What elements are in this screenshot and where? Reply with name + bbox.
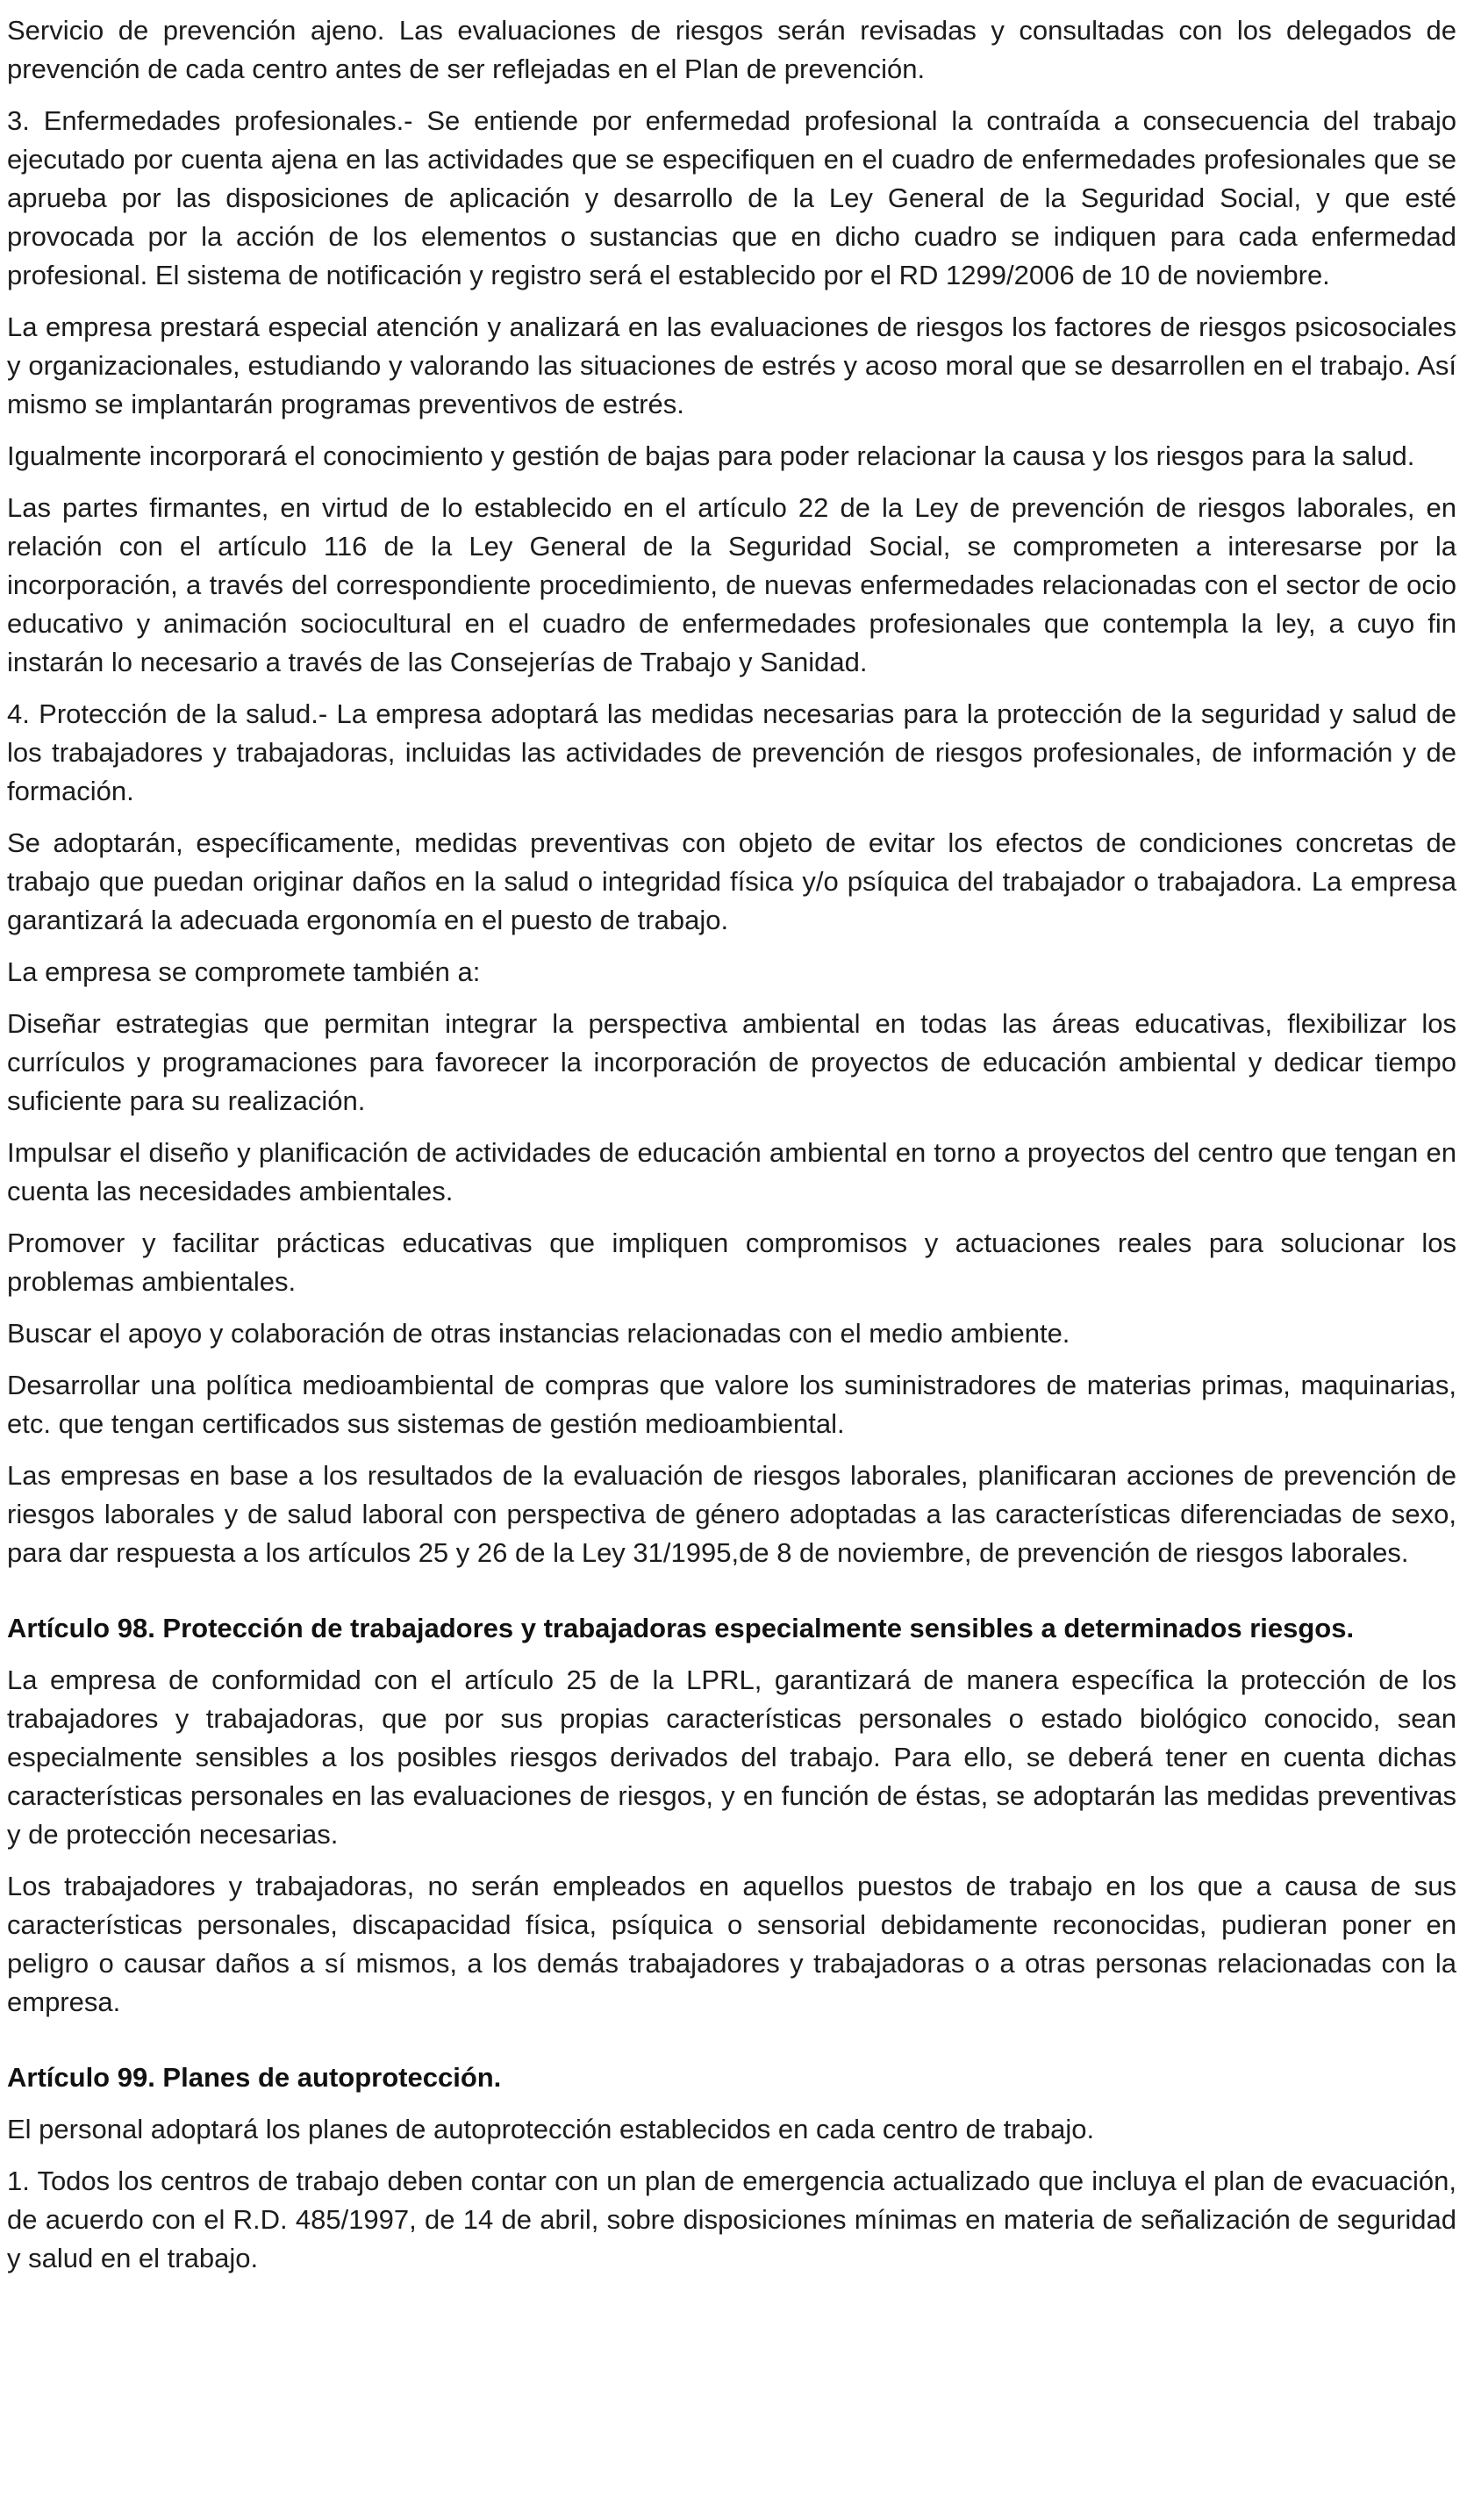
paragraph-riesgos-psicosociales: La empresa prestará especial atención y analizará en las evaluaciones de riesgos los factores de riesgos psicosociales y organizacionales, estudiando y valorando las situaciones de estrés y acoso moral que se desarrollen en el trabajo. Así mismo se implantarán programas preventivos de estrés. <box>7 311 1456 419</box>
paragraph-enfermedades-profesionales: 3. Enfermedades profesionales.- Se entiende por enfermedad profesional la contraída a consecuencia del trabajo ejecutado por cuenta ajena en las actividades que se especifiquen en el cuadro de enfermedades profesionales que se aprueba por las disposiciones de aplicación y desarrollo de la Ley General de la Seguridad Social, y que esté provocada por la acción de los elementos o sustancias que en dicho cuadro se indiquen para cada enfermedad profesional. El sistema de notificación y registro será el establecido por el RD 1299/2006 de 10 de noviembre. <box>7 105 1456 290</box>
paragraph-lprl-articulo-25: La empresa de conformidad con el artículo 25 de la LPRL, garantizará de manera específica la protección de los trabajadores y trabajadoras, que por sus propias características personales o estado biológico conocido, sean especialmente sensibles a los posibles riesgos derivados del trabajo. Para ello, se deberá tener en cuenta dichas características personales en las evaluaciones de riesgos, y en función de éstas, se adoptarán las medidas preventivas y de protección necesarias. <box>7 1664 1456 1850</box>
paragraph-politica-medioambiental: Desarrollar una política medioambiental de compras que valore los suministradores de materias primas, maquinarias, etc. que tengan certificados sus sistemas de gestión medioambiental. <box>7 1370 1456 1439</box>
paragraph-disenar-estrategias: Diseñar estrategias que permitan integrar la perspectiva ambiental en todas las áreas educativas, flexibilizar los currículos y programaciones para favorecer la incorporación de proyectos de educación ambiental y dedicar tiempo suficiente para su realización. <box>7 1008 1456 1116</box>
paragraph-compromiso-empresa: La empresa se compromete también a: <box>7 956 481 987</box>
heading-articulo-98: Artículo 98. Protección de trabajadores y trabajadoras especialmente sensibles a determinados riesgos. <box>7 1613 1355 1643</box>
paragraph-planes-autoproteccion: El personal adoptará los planes de autoprotección establecidos en cada centro de trabajo. <box>7 2114 1095 2144</box>
paragraph-perspectiva-genero: Las empresas en base a los resultados de la evaluación de riesgos laborales, planificaran acciones de prevención de riesgos laborales y de salud laboral con perspectiva de género adoptadas a las características diferenciadas de sexo, para dar respuesta a los artículos 25 y 26 de la Ley 31/1995,de 8 de noviembre, de prevención de riesgos laborales. <box>7 1460 1456 1568</box>
paragraph-gestion-bajas: Igualmente incorporará el conocimiento y gestión de bajas para poder relacionar la causa y los riesgos para la salud. <box>7 440 1415 471</box>
paragraph-medidas-preventivas: Se adoptarán, específicamente, medidas preventivas con objeto de evitar los efectos de condiciones concretas de trabajo que puedan originar daños en la salud o integridad física y/o psíquica del trabajador o trabajadora. La empresa garantizará la adecuada ergonomía en el puesto de trabajo. <box>7 827 1456 935</box>
paragraph-proteccion-salud: 4. Protección de la salud.- La empresa adoptará las medidas necesarias para la protección de la seguridad y salud de los trabajadores y trabajadoras, incluidas las actividades de prevención de riesgos profesionales, de información y de formación. <box>7 698 1456 806</box>
paragraph-impulsar-diseno: Impulsar el diseño y planificación de actividades de educación ambiental en torno a proyectos del centro que tengan en cuenta las necesidades ambientales. <box>7 1137 1456 1206</box>
paragraph-plan-emergencia: 1. Todos los centros de trabajo deben contar con un plan de emergencia actualizado que incluya el plan de evacuación, de acuerdo con el R.D. 485/1997, de 14 de abril, sobre disposiciones mínimas en materia de señalización de seguridad y salud en el trabajo. <box>7 2166 1456 2273</box>
heading-articulo-99: Artículo 99. Planes de autoprotección. <box>7 2062 502 2093</box>
paragraph-servicio-prevencion: Servicio de prevención ajeno. Las evaluaciones de riesgos serán revisadas y consultadas con los delegados de prevención de cada centro antes de ser reflejadas en el Plan de prevención. <box>7 15 1456 84</box>
paragraph-buscar-apoyo: Buscar el apoyo y colaboración de otras instancias relacionadas con el medio ambiente. <box>7 1318 1070 1349</box>
paragraph-partes-firmantes: Las partes firmantes, en virtud de lo establecido en el artículo 22 de la Ley de prevención de riesgos laborales, en relación con el artículo 116 de la Ley General de la Seguridad Social, se comprometen a interesarse por la incorporación, a través del correspondiente procedimiento, de nuevas enfermedades relacionadas con el sector de ocio educativo y animación sociocultural en el cuadro de enfermedades profesionales que contempla la ley, a cuyo fin instarán lo necesario a través de las Consejerías de Trabajo y Sanidad. <box>7 492 1456 677</box>
paragraph-promover-practicas: Promover y facilitar prácticas educativas que impliquen compromisos y actuaciones reales para solucionar los problemas ambientales. <box>7 1228 1456 1297</box>
document-body <box>7 11 1456 2278</box>
paragraph-puestos-trabajo: Los trabajadores y trabajadoras, no serán empleados en aquellos puestos de trabajo en los que a causa de sus características personales, discapacidad física, psíquica o sensorial debidamente reconocidas, pudieran poner en peligro o causar daños a sí mismos, a los demás trabajadores y trabajadoras o a otras personas relacionadas con la empresa. <box>7 1871 1456 2017</box>
